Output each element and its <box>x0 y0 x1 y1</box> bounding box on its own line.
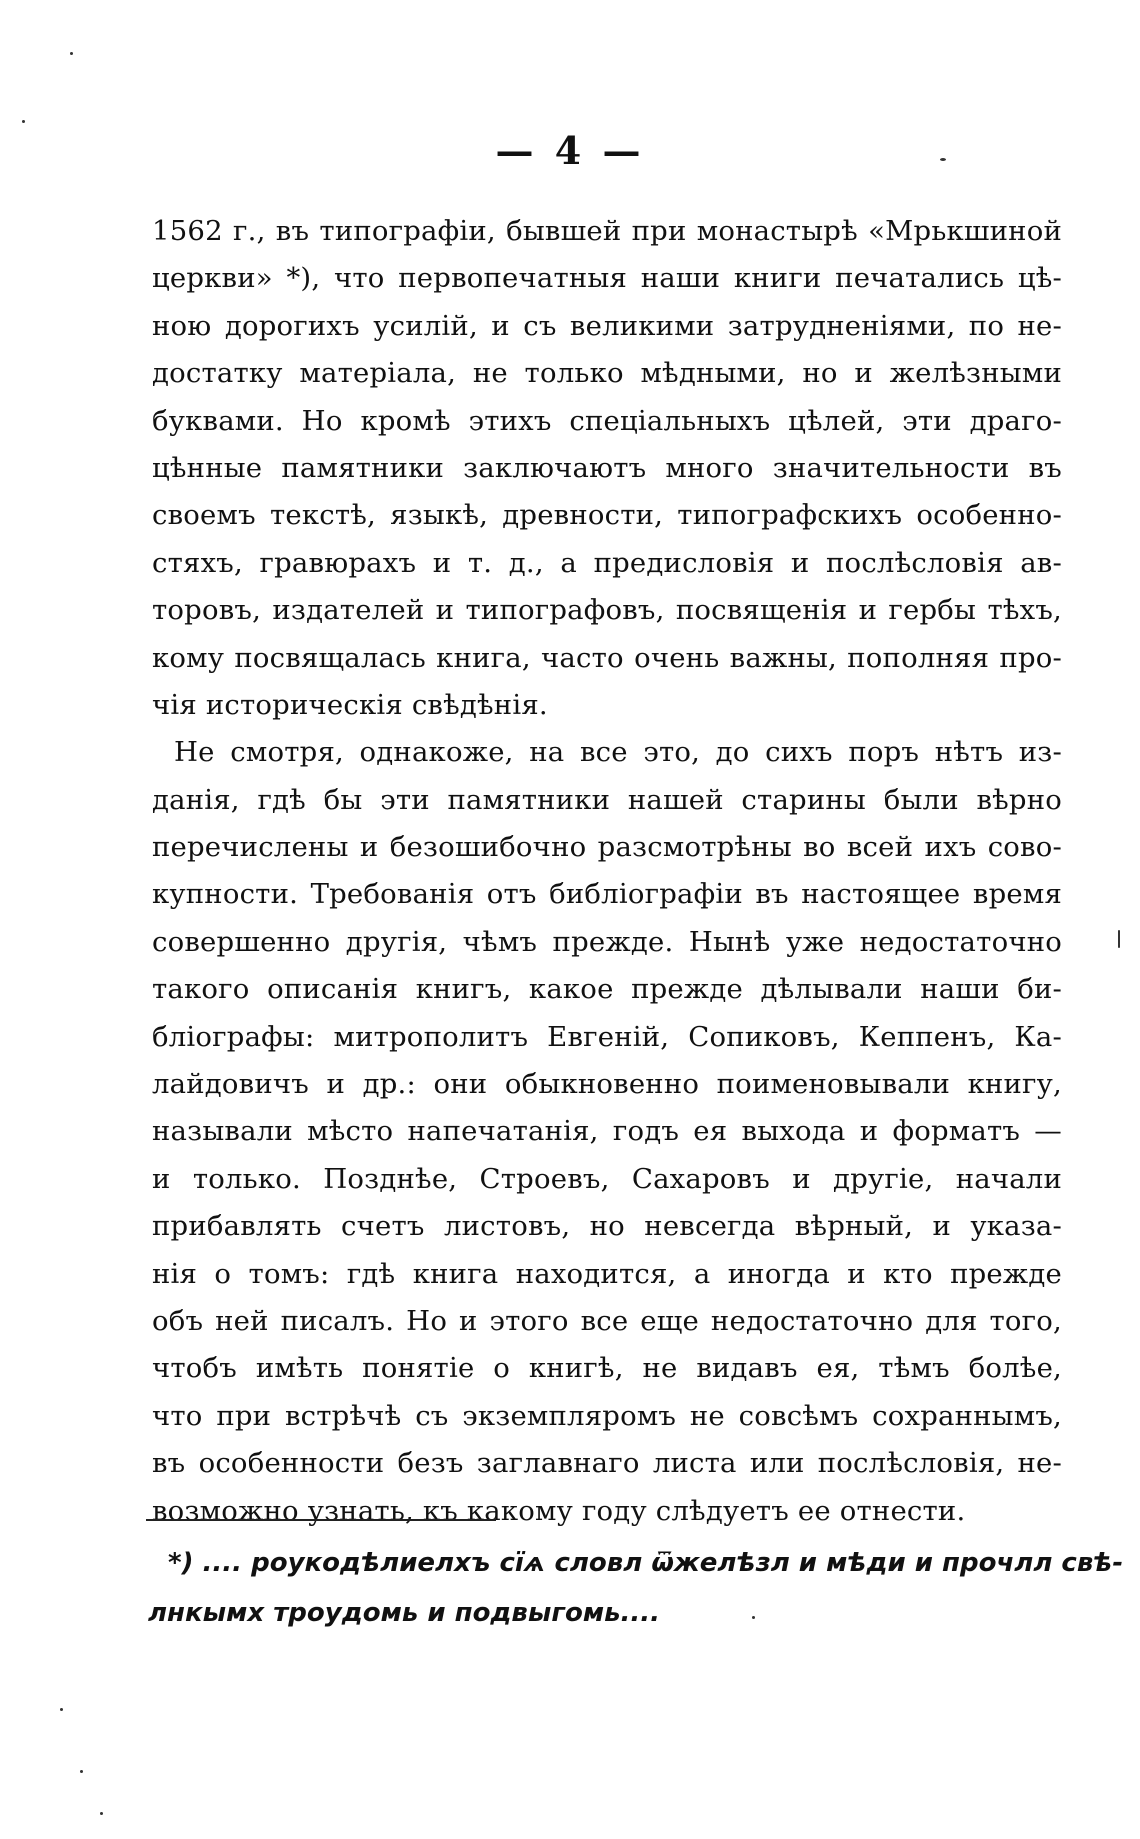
text-line: купности. Требованія отъ библіографіи въ настоящее время <box>152 878 1062 911</box>
footnote-line: *) .... роукодѣлиелхъ сїѧ словл ѿжелѣзл и мѣди и прочлл свѣ- <box>168 1548 1124 1578</box>
text-line: называли мѣсто напечатанія, годъ ея выхода и форматъ — <box>152 1115 1062 1148</box>
scan-speck <box>1118 930 1120 948</box>
text-line: стяхъ, гравюрахъ и т. д., а предисловія и послѣсловія ав- <box>152 546 1062 579</box>
text-line: церкви» *), что первопечатныя наши книги печатались цѣ- <box>152 262 1062 295</box>
text-line: въ особенности безъ заглавнаго листа или послѣсловія, не- <box>152 1447 1062 1480</box>
text-line: торовъ, издателей и типографовъ, посвященія и гербы тѣхъ, <box>152 594 1062 627</box>
footnote-line: лнкымх троудомь и подвыгомь.... <box>148 1598 661 1628</box>
footnote-separator <box>146 1519 496 1521</box>
text-line: своемъ текстѣ, языкѣ, древности, типографскихъ особенно- <box>152 499 1062 532</box>
text-line: прибавлять счетъ листовъ, но невсегда вѣрный, и указа- <box>152 1210 1062 1243</box>
text-line: и только. Позднѣе, Строевъ, Сахаровъ и другіе, начали <box>152 1162 1062 1195</box>
text-line: перечислены и безошибочно разсмотрѣны во всей ихъ сово- <box>152 831 1062 864</box>
text-line: объ ней писалъ. Но и этого все еще недостаточно для того, <box>152 1304 1062 1337</box>
text-line: Не смотря, однакоже, на все это, до сихъ поръ нѣтъ из- <box>174 736 1062 769</box>
text-line: данія, гдѣ бы эти памятники нашей старины были вѣрно <box>152 783 1062 816</box>
body-text <box>152 208 1062 1535</box>
text-line: 1562 г., въ типографіи, бывшей при монастырѣ «Мрькшиной <box>152 215 1062 247</box>
text-line: цѣнные памятники заключаютъ много значительности въ <box>152 451 1062 484</box>
text-line: лайдовичъ и др.: они обыкновенно поименовывали книгу, <box>152 1068 1062 1101</box>
text-line: такого описанія книгъ, какое прежде дѣлывали наши би- <box>152 973 1062 1006</box>
text-line: бліографы: митрополитъ Евгеній, Сопиковъ, Кеппенъ, Ка- <box>152 1020 1062 1053</box>
footnote <box>148 1538 1124 1638</box>
text-line: буквами. Но кромѣ этихъ спеціальныхъ цѣлей, эти драго- <box>152 404 1062 437</box>
text-line: что при встрѣчѣ съ экземпляромъ не совсѣмъ сохраннымъ, <box>152 1399 1062 1432</box>
scan-speck <box>70 52 73 55</box>
scan-speck <box>60 1708 63 1711</box>
text-line: совершенно другія, чѣмъ прежде. Нынѣ уже недостаточно <box>152 925 1062 958</box>
scan-speck <box>752 1616 755 1619</box>
text-line: достатку матеріала, не только мѣдными, но и желѣзными <box>152 357 1062 390</box>
text-line: чія историческія свѣдѣнія. <box>152 688 548 721</box>
text-line: ною дорогихъ усилій, и съ великими затрудненіями, по не- <box>152 309 1062 342</box>
scan-speck <box>100 1812 103 1815</box>
page-number: — 4 — <box>495 128 645 173</box>
text-line: возможно узнать, къ какому году слѣдуетъ ее отнести. <box>152 1494 966 1527</box>
scan-speck <box>22 120 25 123</box>
scan-speck <box>80 1770 83 1773</box>
text-line: чтобъ имѣть понятіе о книгѣ, не видавъ ея, тѣмъ болѣе, <box>152 1352 1062 1385</box>
text-line: кому посвящалась книга, часто очень важны, пополняя про- <box>152 641 1062 674</box>
scan-speck <box>940 158 946 161</box>
text-line: нія о томъ: гдѣ книга находится, а иногда и кто прежде <box>152 1257 1062 1290</box>
